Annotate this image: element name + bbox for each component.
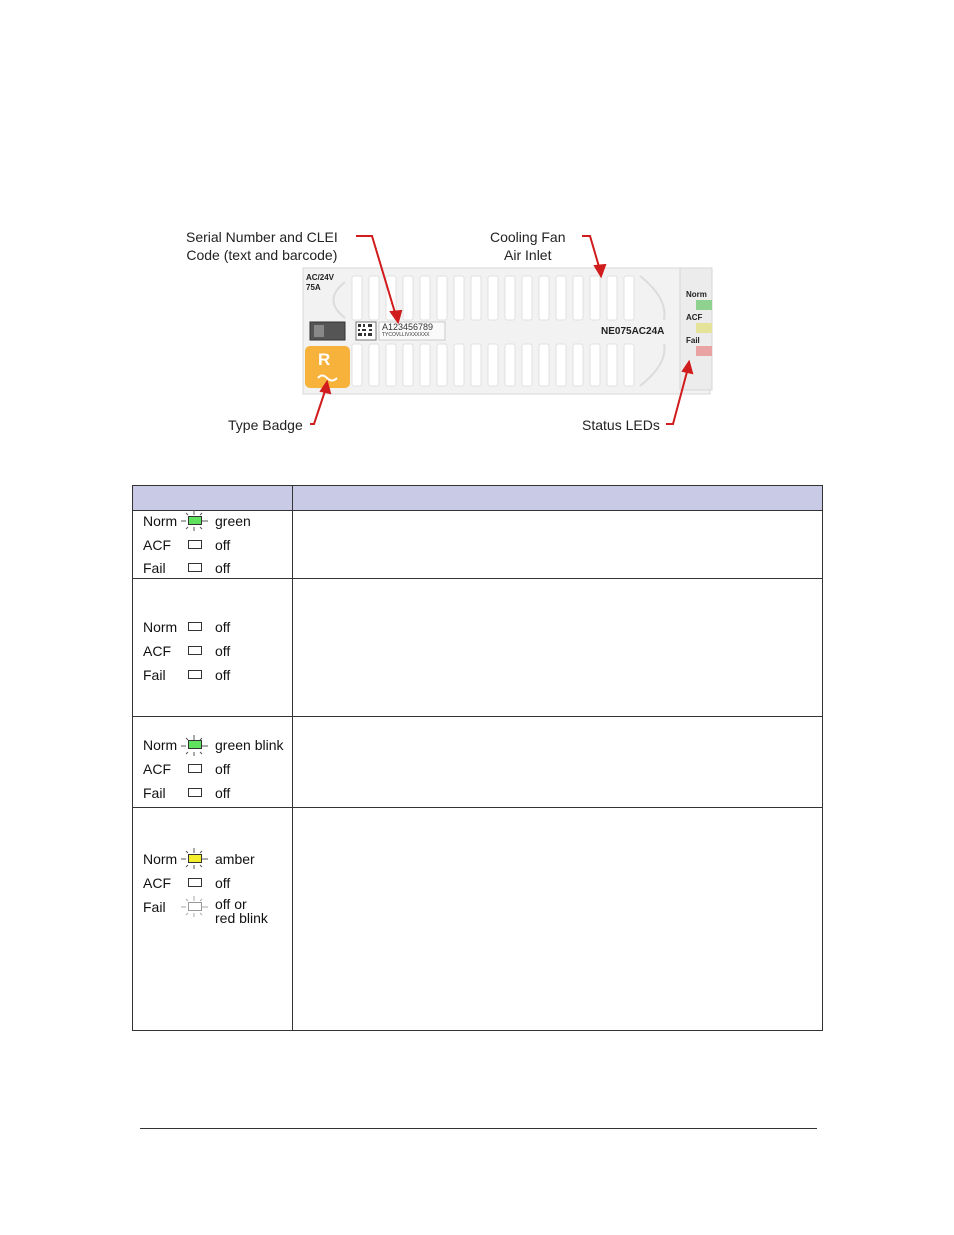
rating-label: AC/24V 75A — [306, 273, 335, 292]
led-label-fail: Fail — [686, 336, 700, 345]
led-state-cell: Norm off ACF off Fail off — [133, 579, 293, 717]
callout-cooling-fan: Cooling Fan Air Inlet — [490, 229, 566, 263]
led-label-acf: ACF — [686, 313, 703, 322]
callout-type-badge: Type Badge — [228, 417, 303, 433]
footer-rule — [140, 1128, 817, 1129]
serial-number-text: A123456789 — [382, 322, 434, 332]
callout-serial: Serial Number and CLEI Code (text and barcode) — [186, 229, 338, 263]
led-label-norm: Norm — [686, 290, 707, 299]
led-state-cell: Norm amber ACF off Fail off or red blink — [133, 808, 293, 1031]
badge-letter: R — [318, 350, 331, 369]
led-state-cell: Norm green ACF off Fail off — [133, 511, 293, 579]
clei-code-text: TYCOVLLIVXXXXXX — [382, 332, 430, 338]
callout-status-leds: Status LEDs — [582, 417, 660, 433]
led-state-cell: Norm green blink ACF off Fail off — [133, 717, 293, 808]
model-number: NE075AC24A — [601, 326, 665, 337]
